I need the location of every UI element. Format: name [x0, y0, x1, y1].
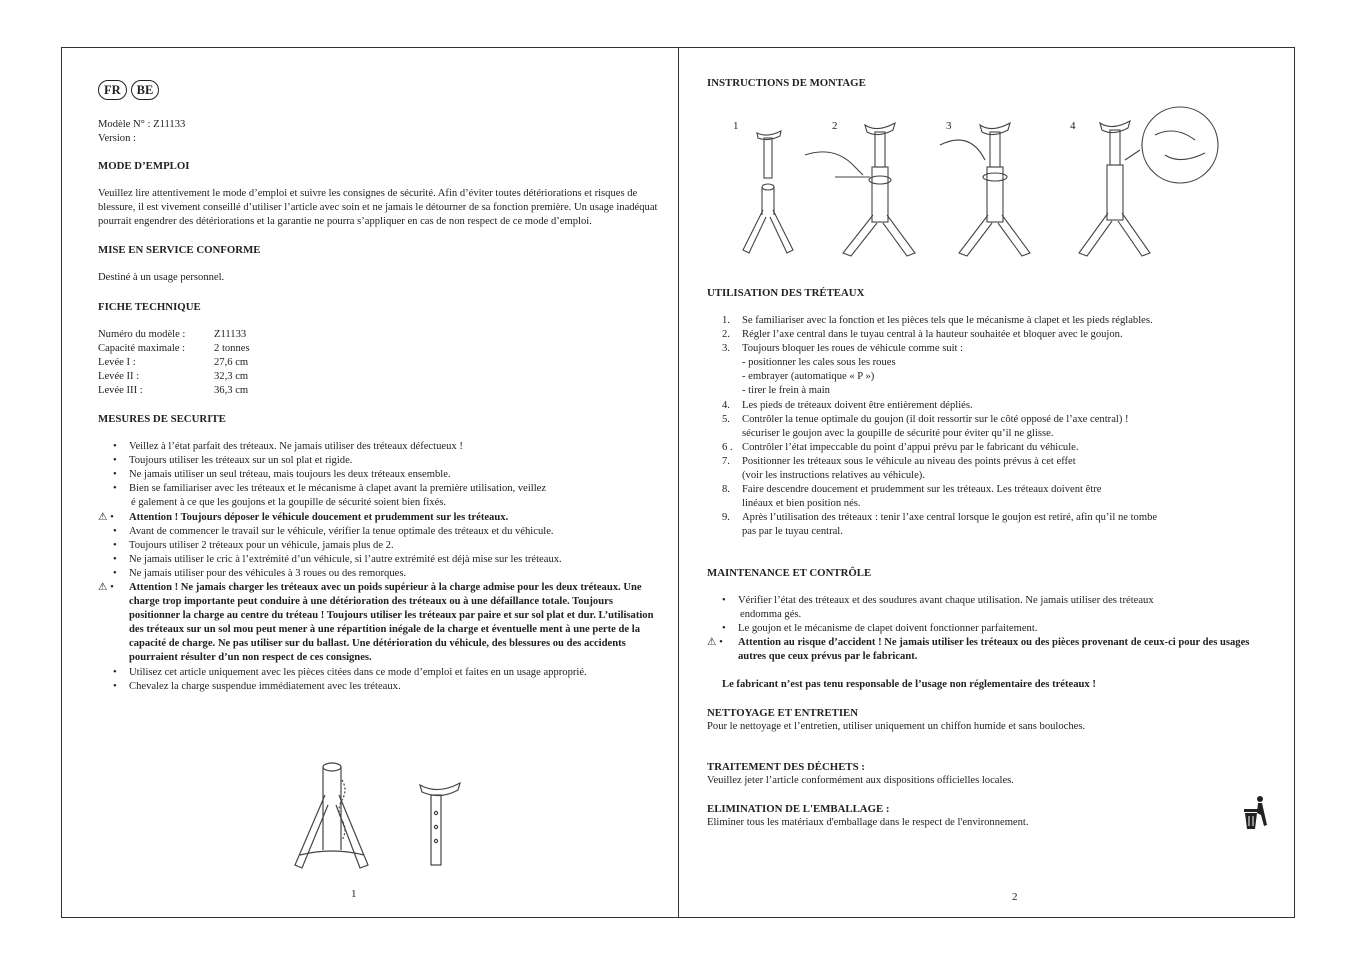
safety-item: • Ne jamais utiliser le cric à l’extrémité d’un véhicule, si l’autre extrémité est déjà mise sur les tréteaux. [98, 553, 658, 567]
util-item: 5. Contrôler la tenue optimale du goujon (il doit ressortir sur le côté opposé de l’axe central) ! sécuriser le goujon avec la goupille de sécurité pour éviter qu’il ne glisse. [722, 413, 1129, 439]
spec-value: 2 tonnes [214, 342, 250, 354]
safety-title: MESURES DE SECURITE [98, 413, 226, 426]
assembly-steps-illustration [735, 105, 1275, 275]
page-divider [678, 47, 679, 918]
page-number-left: 1 [351, 888, 357, 900]
page-number-right: 2 [1012, 891, 1018, 903]
safety-list [98, 440, 658, 694]
country-badges [98, 80, 658, 100]
service-text: Destiné à un usage personnel. [98, 272, 225, 284]
maint-list [707, 594, 1277, 664]
safety-warning: ⚠ • Attention ! Ne jamais charger les tréteaux avec un poids supérieur à la charge admise pour les deux tréteaux. Une charge trop importante peut conduire à une détérioration des tréteaux ou à une défaillance totale. Toujours positionner la charge au centre du tréteau ! Toujours utiliser les tréteaux par paire et sur sol plat et dur. L’utilisation des tréteaux sur un sol mou peut mener à une répartition inégale de la charge et éventuelle ment à une perte de la capacité de charge. Ne pas utiliser sur du ballast. Une détérioration du véhicule, des blessures ou des accidents pourraient résulter d’un non respect de ces consignes. [98, 581, 658, 666]
spec-value: 36,3 cm [214, 384, 249, 396]
spec-value: 32,3 cm [214, 370, 249, 382]
util-list [707, 314, 1277, 540]
util-item: 3. Toujours bloquer les roues de véhicule comme suit : - positionner les cales sous les roues - embrayer (automatique « P ») - tirer le frein à main [722, 343, 964, 397]
waste-title: TRAITEMENT DES DÉCHETS : [707, 761, 865, 774]
spec-value: 27,6 cm [214, 356, 249, 368]
util-item: 1. Se familiariser avec la fonction et les pièces tels que le mécanisme à clapet et les pieds réglables. [722, 315, 1153, 326]
right-page [707, 76, 1277, 90]
spec-label: Capacité maximale : [98, 342, 186, 354]
step-label: 2 [832, 120, 838, 132]
badge-fr: FR [98, 80, 127, 100]
recycle-bin-icon [1240, 795, 1270, 831]
pack-text: Eliminer tous les matériaux d'emballage dans le respect de l'environnement. [707, 817, 1029, 829]
util-item: 2. Régler l’axe central dans le tuyau central à la hauteur souhaitée et bloquer avec le goujon. [722, 329, 1123, 341]
safety-item: • Toujours utiliser 2 tréteaux pour un véhicule, jamais plus de 2. [98, 539, 658, 553]
maint-warning: ⚠ • Attention au risque d’accident ! Ne jamais utiliser les tréteaux ou des pièces provenant de ceux-ci pour des usages autres que ceux prévus par le fabricant. [707, 636, 1277, 664]
spec-table [98, 328, 658, 398]
maint-title: MAINTENANCE ET CONTRÔLE [707, 566, 872, 579]
safety-item: • Utilisez cet article uniquement avec les pièces citées dans ce mode d’emploi et faites en un usage approprié. [98, 666, 658, 680]
spec-label: Levée II : [98, 370, 140, 382]
maint-item: • Le goujon et le mécanisme de clapet doivent fonctionner parfaitement. [707, 622, 1277, 636]
jack-stand-illustration [280, 755, 480, 875]
model-line: Modèle N° : Z11133 [98, 119, 186, 130]
maint-item: • Vérifier l’état des tréteaux et des soudures avant chaque utilisation. Ne jamais utiliser des tréteaux endomma gés. [707, 594, 1277, 622]
safety-item: • Veillez à l’état parfait des tréteaux. Ne jamais utiliser des tréteaux défectueux ! [98, 440, 658, 454]
clean-text: Pour le nettoyage et l’entretien, utiliser uniquement un chiffon humide et sans bouloches. [707, 721, 1086, 733]
right-body [707, 286, 1277, 830]
safety-item: • Chevalez la charge suspendue immédiatement avec les tréteaux. [98, 680, 658, 694]
spec-value: Z11133 [214, 328, 247, 340]
step-label: 3 [946, 120, 952, 132]
disclaimer: Le fabricant n’est pas tenu responsable de l’usage non réglementaire des tréteaux ! [722, 678, 1096, 690]
util-item: 6 . Contrôler l’état impeccable du point d’appui prévu par le fabricant du véhicule. [722, 441, 1079, 453]
util-item: 4. Les pieds de tréteaux doivent être entièrement dépliés. [722, 399, 973, 411]
util-title: UTILISATION DES TRÉTEAUX [707, 287, 865, 299]
version-line: Version : [98, 133, 136, 145]
util-item: 8. Faire descendre doucement et prudemment sur les tréteaux. Les tréteaux doivent être linéaux et bien position nés. [722, 484, 1102, 510]
spec-label: Levée I : [98, 356, 136, 368]
safety-item: • Toujours utiliser les tréteaux sur un sol plat et rigide. [98, 454, 658, 468]
step-label: 4 [1070, 120, 1076, 132]
spec-label: Levée III : [98, 384, 143, 396]
spec-label: Numéro du modèle : [98, 328, 186, 340]
mode-title: MODE D’EMPLOI [98, 160, 190, 173]
mode-text: Veuillez lire attentivement le mode d’emploi et suivre les consignes de sécurité. Afin d’éviter toutes détériorations et risques de blessure, il est vivement conseillé d’utiliser l’article avec soin et ne jamais le détourner de sa fonction première. Un usage inadéquat pourrait engendrer des détériorations et la garantie ne pourra s’appliquer en cas de non respect de ce mode d’emploi. [98, 188, 658, 228]
safety-item: • Ne jamais utiliser un seul tréteau, mais toujours les deux tréteaux ensemble. [98, 468, 658, 482]
safety-item: • Bien se familiariser avec les tréteaux et le mécanisme à clapet avant la première utilisation, veillez é galement à ce que les goujons et la goupille de sécurité soient bien fixés. [98, 482, 658, 510]
fiche-title: FICHE TECHNIQUE [98, 300, 201, 313]
step-label: 1 [733, 120, 739, 132]
safety-item: • Avant de commencer le travail sur le véhicule, vérifier la tenue optimale des tréteaux et du véhicule. [98, 525, 658, 539]
util-item: 9. Après l’utilisation des tréteaux : tenir l’axe central lorsque le goujon est retiré, afin qu’il ne tombe pas par le tuyau central. [722, 512, 1158, 538]
badge-be: BE [131, 80, 160, 100]
safety-item: • Ne jamais utiliser pour des véhicules à 3 roues ou des remorques. [98, 567, 658, 581]
service-title: MISE EN SERVICE CONFORME [98, 244, 261, 257]
montage-title: INSTRUCTIONS DE MONTAGE [707, 77, 866, 89]
left-page [98, 80, 658, 694]
safety-warning: ⚠ • Attention ! Toujours déposer le véhicule doucement et prudemment sur les tréteaux. [98, 511, 658, 525]
waste-text: Veuillez jeter l’article conformément aux dispositions officielles locales. [707, 775, 1014, 787]
pack-title: ELIMINATION DE L'EMBALLAGE : [707, 803, 890, 816]
util-item: 7. Positionner les tréteaux sous le véhicule au niveau des points prévus à cet effet (voir les instructions relatives au véhicule). [722, 455, 1076, 482]
clean-title: NETTOYAGE ET ENTRETIEN [707, 707, 859, 720]
